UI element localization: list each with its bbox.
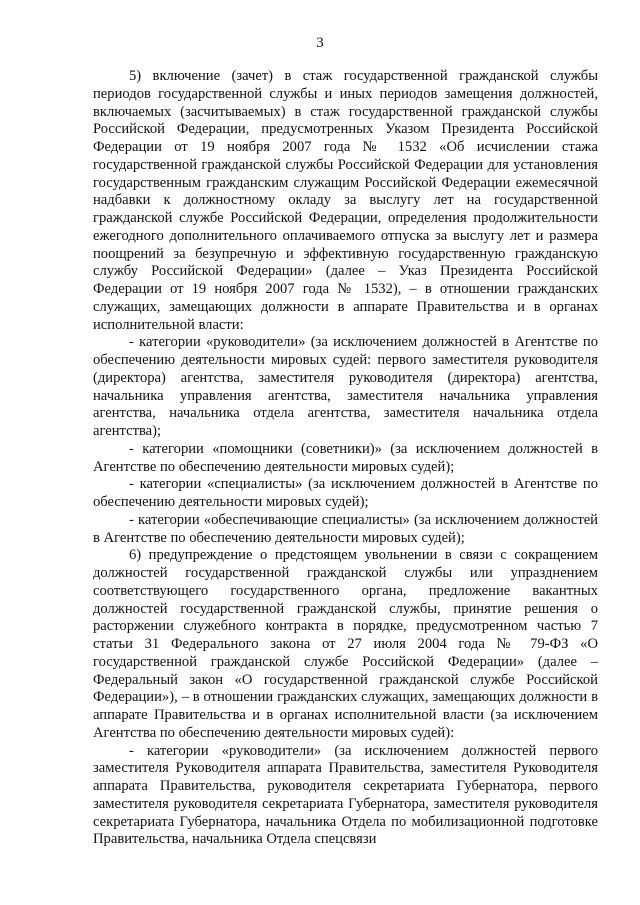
sub-item-obespechivayushchie: - категории «обеспечивающие специалисты» (за исключением должностей в Агентстве по обеспечению деятельности мировых судей); <box>93 511 598 546</box>
paragraph-item-5: 5) включение (зачет) в стаж государственной гражданской службы периодов государственной службы и иных периодов замещения должностей, включаемых (засчитываемых) в стаж государственной гражданской службы Российской Федерации, предусмотренных Указом Президента Российской Федерации от 19 ноября 2007 года № 1532 «Об исчислении стажа государственной гражданской службы Российской Федерации для установления государственным гражданским служащим Российской Федерации ежемесячной надбавки к должностному окладу за выслугу лет на государственной гражданской службе Российской Федерации, определения продолжительности ежегодного дополнительного оплачиваемого отпуска за выслугу лет и размера поощрений за безупречную и эффективную государственную гражданскую службу Российской Федерации» (далее – Указ Президента Российской Федерации от 19 ноября 2007 года № 1532), – в отношении гражданских служащих, замещающих должности в аппарате Правительства и в органах исполнительной власти: <box>93 68 598 333</box>
sub-item-specialisty: - категории «специалисты» (за исключением должностей в Агентстве по обеспечению деятельности мировых судей); <box>93 476 598 510</box>
sub-item-rukovoditeli-2: - категории «руководители» (за исключением должностей первого заместителя Руководителя аппарата Правительства, заместителя Руководителя аппарата Правительства, руководителя секретариата Губернатора, первого заместителя руководителя секретариата Губернатора, заместителя руководителя секретариата Губернатора, начальника Отдела по мобилизационной подготовке Правительства, начальника Отдела спецсвязи <box>93 742 598 848</box>
page-number: 3 <box>316 35 324 51</box>
sub-item-pomoshchniki: - категории «помощники (советники)» (за исключением должностей в Агентстве по обеспечению деятельности мировых судей); <box>93 440 598 475</box>
sub-item-rukovoditeli: - категории «руководители» (за исключением должностей в Агентстве по обеспечению деятельности мировых судей: первого заместителя руководителя (директора) агентства, заместителя руководителя (директора) агентства, начальника управления агентства, заместителя начальника управления агентства, начальника отдела агентства, заместителя начальника отдела агентства); <box>93 334 598 439</box>
paragraph-item-6: 6) предупреждение о предстоящем увольнении в связи с сокращением должностей государственной гражданской службы или упразднением соответствующего государственного органа, предложение вакантных должностей государственной гражданской службы, принятие решения о расторжении служебного контракта в порядке, предусмотренном частью 7 статьи 31 Федерального закона от 27 июля 2004 года № 79-ФЗ «О государственной гражданской службе Российской Федерации» (далее – Федеральный закон «О государственной гражданской службе Российской Федерации»), – в отношении гражданских служащих, замещающих должности в аппарате Правительства и в органах исполнительной власти (за исключением Агентства по обеспечению деятельности мировых судей): <box>93 547 598 741</box>
document-body <box>93 68 598 849</box>
